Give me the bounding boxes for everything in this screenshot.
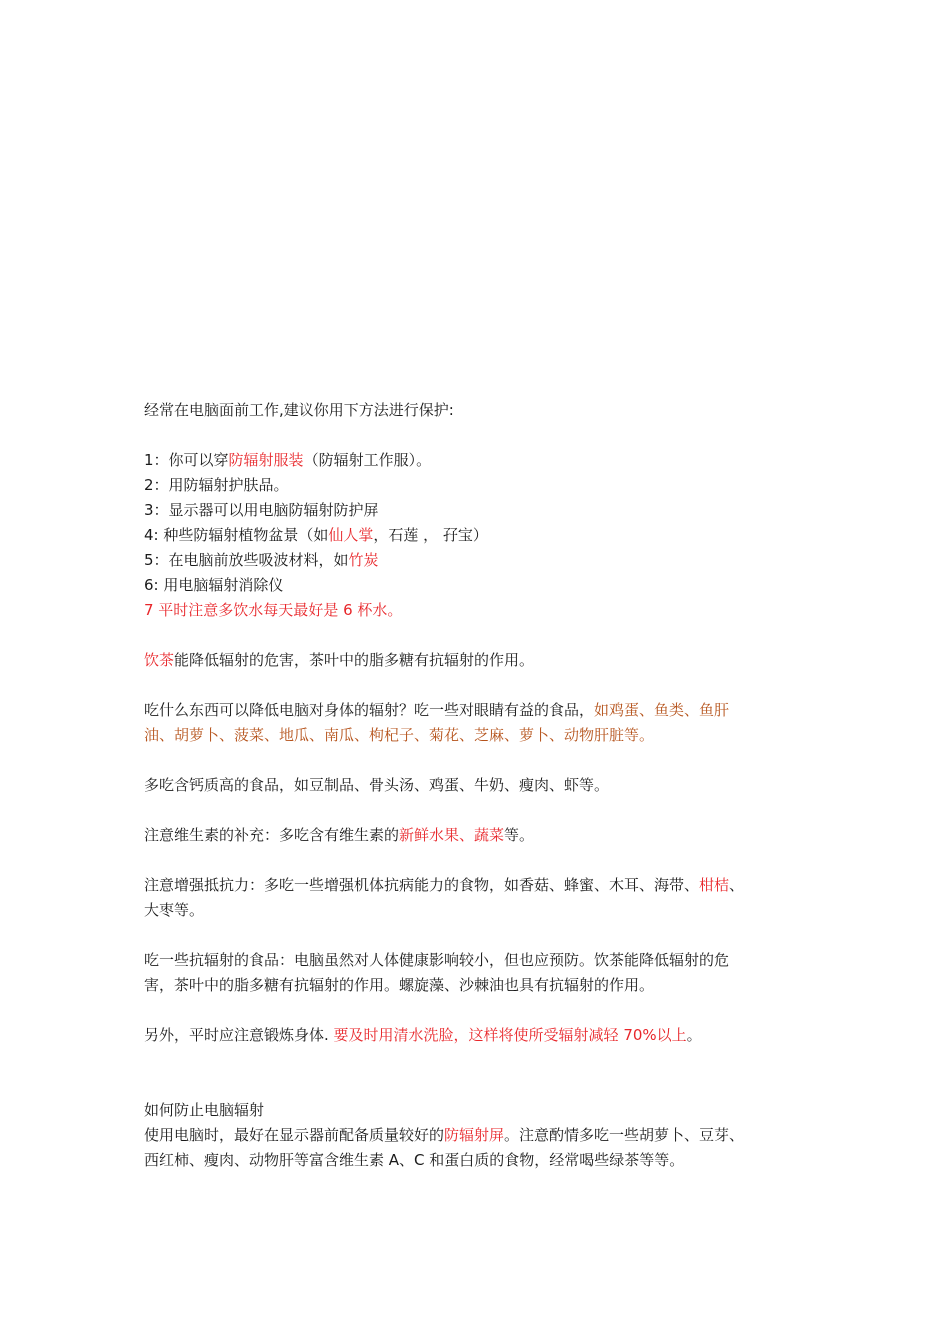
highlight: 如鸡蛋、鱼类、鱼肝 xyxy=(594,701,730,719)
list-item-6: 6: 用电脑辐射消除仪 xyxy=(144,576,284,594)
highlight: 柑桔 xyxy=(699,876,730,894)
text: 、 xyxy=(729,876,745,894)
list-item-2: 2：用防辐射护肤品。 xyxy=(144,476,289,494)
text: 4: 种些防辐射植物盆景（如 xyxy=(144,526,329,544)
list-item-7: 7 平时注意多饮水每天最好是 6 杯水。 xyxy=(144,601,403,619)
prevent-paragraph-line-2: 西红柿、瘦肉、动物肝等富含维生素 A、C 和蛋白质的食物，经常喝些绿茶等等。 xyxy=(144,1151,685,1169)
calcium-paragraph: 多吃含钙质高的食品，如豆制品、骨头汤、鸡蛋、牛奶、瘦肉、虾等。 xyxy=(144,776,610,794)
list-item-5 xyxy=(144,548,814,573)
text: 使用电脑时，最好在显示器前配备质量较好的 xyxy=(144,1126,445,1144)
text: 注意增强抵抗力：多吃一些增强机体抗病能力的食物，如香菇、蜂蜜、木耳、海带、 xyxy=(144,876,700,894)
exercise-paragraph xyxy=(144,1023,814,1048)
text: ，石莲 ， 孖宝） xyxy=(373,526,488,544)
anti-radiation-paragraph-line-1: 吃一些抗辐射的食品：电脑虽然对人体健康影响较小，但也应预防。饮茶能降低辐射的危 xyxy=(144,951,730,969)
highlight: 仙人掌 xyxy=(328,526,374,544)
highlight: 竹炭 xyxy=(348,551,379,569)
highlight: 新鲜水果、蔬菜 xyxy=(399,826,505,844)
text: 。注意酌情多吃一些胡萝卜、豆芽、 xyxy=(504,1126,745,1144)
tea-paragraph xyxy=(144,648,814,673)
immunity-paragraph-line-1 xyxy=(144,873,814,898)
text: 。 xyxy=(686,1026,702,1044)
highlight: 防辐射服装 xyxy=(228,451,304,469)
food-paragraph-line-2: 油、胡萝卜、菠菜、地瓜、南瓜、枸杞子、菊花、芝麻、萝卜、动物肝脏等。 xyxy=(144,726,655,744)
intro-line: 经常在电脑面前工作,建议你用下方法进行保护: xyxy=(144,401,454,419)
text: 吃什么东西可以降低电脑对身体的辐射？吃一些对眼睛有益的食品， xyxy=(144,701,595,719)
vitamin-paragraph xyxy=(144,823,814,848)
list-item-4 xyxy=(144,523,814,548)
food-paragraph-line-1 xyxy=(144,698,814,723)
anti-radiation-paragraph-line-2: 害，茶叶中的脂多糖有抗辐射的作用。螺旋藻、沙棘油也具有抗辐射的作用。 xyxy=(144,976,655,994)
list-item-3: 3：显示器可以用电脑防辐射防护屏 xyxy=(144,501,379,519)
prevent-paragraph-line-1 xyxy=(144,1123,814,1148)
text: 1：你可以穿 xyxy=(144,451,229,469)
text: 5：在电脑前放些吸波材料，如 xyxy=(144,551,349,569)
text: 注意维生素的补充：多吃含有维生素的 xyxy=(144,826,400,844)
section-title: 如何防止电脑辐射 xyxy=(144,1101,265,1119)
highlight: 饮茶 xyxy=(144,651,175,669)
document-body xyxy=(144,398,814,1173)
immunity-paragraph-line-2: 大枣等。 xyxy=(144,901,205,919)
list-item-1 xyxy=(144,448,814,473)
highlight: 防辐射屏 xyxy=(444,1126,505,1144)
highlight: 要及时用清水洗脸，这样将使所受辐射减轻 70%以上 xyxy=(333,1026,687,1044)
text: 能降低辐射的危害，茶叶中的脂多糖有抗辐射的作用。 xyxy=(174,651,535,669)
text: （防辐射工作服）。 xyxy=(303,451,432,469)
text: 另外，平时应注意锻炼身体. xyxy=(144,1026,334,1044)
text: 等。 xyxy=(504,826,535,844)
